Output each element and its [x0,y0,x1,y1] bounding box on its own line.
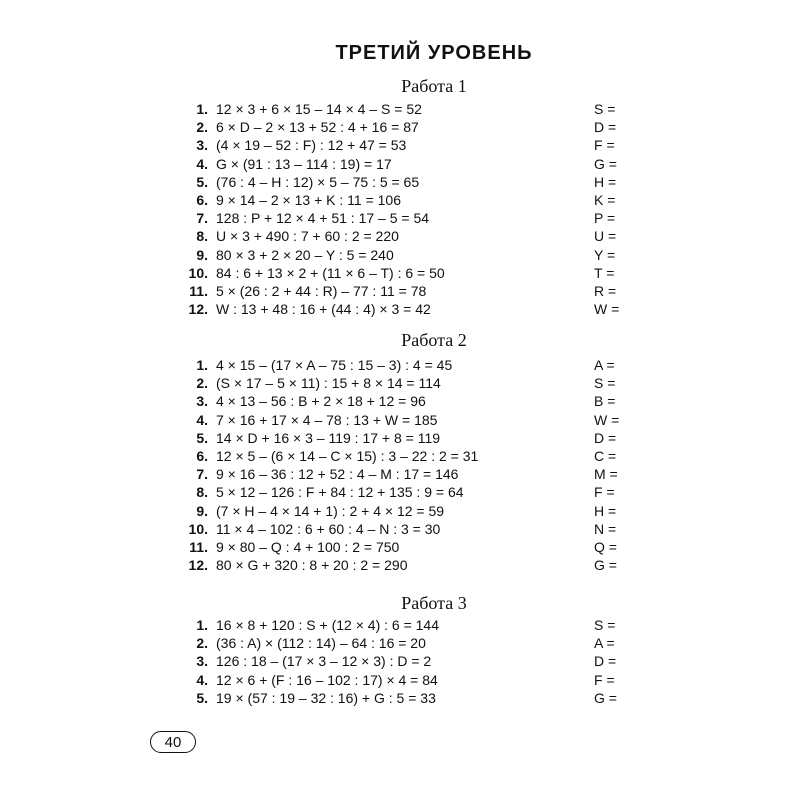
equation-number: 2. [196,635,208,652]
equation-number: 10. [188,264,208,281]
equation-row [0,155,800,173]
answer-variable: M = [594,466,618,483]
equation-row [0,634,800,652]
equation-number: 4. [196,411,208,428]
equation-number: 3. [196,137,208,154]
page-number-badge: 40 [150,731,196,753]
answer-variable: F = [594,137,615,154]
equation-row [0,502,800,520]
equation-number: 7. [196,210,208,227]
equation-text: (76 : 4 – H : 12) × 5 – 75 : 5 = 65 [216,173,420,190]
answer-variable: G = [594,155,617,172]
equation-number: 6. [196,447,208,464]
equation-text: 9 × 80 – Q : 4 + 100 : 2 = 750 [216,538,400,555]
equation-number: 3. [196,653,208,670]
equation-number: 12. [188,301,208,318]
equation-text: 126 : 18 – (17 × 3 – 12 × 3) : D = 2 [216,653,432,670]
answer-variable: Q = [594,538,617,555]
equation-text: 84 : 6 + 13 × 2 + (11 × 6 – T) : 6 = 50 [216,264,445,281]
answer-variable: S = [594,617,616,633]
page-title: ТРЕТИЙ УРОВЕНЬ [335,42,533,64]
equation-text: 9 × 14 – 2 × 13 + K : 11 = 106 [216,191,402,208]
answer-variable: P = [594,210,616,227]
answer-variable: W = [594,411,620,428]
answer-variable: F = [594,484,615,501]
equation-row [0,191,800,209]
equation-number: 2. [196,119,208,136]
equation-row [0,300,800,318]
equation-number: 9. [196,246,208,263]
equation-row [0,671,800,689]
equation-row [0,520,800,538]
equation-row [0,447,800,465]
equation-text: W : 13 + 48 : 16 + (44 : 4) × 3 = 42 [216,301,431,318]
equation-row [0,246,800,264]
answer-variable: B = [594,393,616,410]
equation-text: 6 × D – 2 × 13 + 52 : 4 + 16 = 87 [216,119,419,136]
equation-row [0,429,800,447]
answer-variable: F = [594,671,615,688]
answer-variable: C = [594,447,617,464]
answer-variable: H = [594,173,617,190]
answer-variable: R = [594,282,617,299]
answer-variable: D = [594,429,617,446]
equation-row [0,264,800,282]
equation-text: 128 : P + 12 × 4 + 51 : 17 – 5 = 54 [216,210,430,227]
equation-row [0,392,800,410]
equation-number: 5. [196,173,208,190]
equation-text: 19 × (57 : 19 – 32 : 16) + G : 5 = 33 [216,689,436,706]
equation-text: 11 × 4 – 102 : 6 + 60 : 4 – N : 3 = 30 [216,520,441,537]
answer-variable: A = [594,635,615,652]
equation-row [0,374,800,392]
equation-text: 12 × 6 + (F : 16 – 102 : 17) × 4 = 84 [216,671,438,688]
equation-number: 2. [196,375,208,392]
equation-number: 11. [189,538,208,555]
answer-variable: A = [594,357,615,373]
equation-text: 12 × 3 + 6 × 15 – 14 × 4 – S = 52 [216,101,422,117]
answer-variable: Y = [594,246,616,263]
equation-row [0,136,800,154]
equation-row [0,483,800,501]
equation-row [0,616,800,634]
equation-text: 4 × 15 – (17 × A – 75 : 15 – 3) : 4 = 45 [216,357,453,373]
equation-text: 5 × 12 – 126 : F + 84 : 12 + 135 : 9 = 64 [216,484,464,501]
equation-row [0,538,800,556]
equation-row [0,227,800,245]
section-title-2: Работа 2 [401,330,467,350]
equation-number: 9. [196,502,208,519]
equation-text: 7 × 16 + 17 × 4 – 78 : 13 + W = 185 [216,411,438,428]
equation-number: 4. [196,671,208,688]
equation-text: 5 × (26 : 2 + 44 : R) – 77 : 11 = 78 [216,282,427,299]
equation-number: 1. [196,617,208,633]
equation-row [0,118,800,136]
equation-text: 12 × 5 – (6 × 14 – C × 15) : 3 – 22 : 2 = 31 [216,447,479,464]
answer-variable: D = [594,119,617,136]
answer-variable: S = [594,101,616,117]
equation-text: 4 × 13 – 56 : B + 2 × 18 + 12 = 96 [216,393,426,410]
equation-number: 7. [196,466,208,483]
equation-number: 1. [196,357,208,373]
equation-number: 10. [188,520,208,537]
equation-number: 3. [196,393,208,410]
equation-number: 6. [196,191,208,208]
section-3-rows [0,616,800,707]
answer-variable: W = [594,301,620,318]
answer-variable: S = [594,375,616,392]
equation-row [0,173,800,191]
equation-row [0,100,800,118]
answer-variable: K = [594,191,616,208]
equation-number: 8. [196,228,208,245]
equation-number: 11. [189,282,208,299]
equation-row [0,652,800,670]
answer-variable: D = [594,653,617,670]
equation-row [0,209,800,227]
equation-text: 9 × 16 – 36 : 12 + 52 : 4 – M : 17 = 146 [216,466,459,483]
answer-variable: G = [594,557,617,574]
equation-number: 5. [196,429,208,446]
answer-variable: H = [594,502,617,519]
answer-variable: N = [594,520,617,537]
equation-text: (S × 17 – 5 × 11) : 15 + 8 × 14 = 114 [216,375,441,392]
equation-number: 5. [196,689,208,706]
equation-text: 80 × 3 + 2 × 20 – Y : 5 = 240 [216,246,394,263]
equation-number: 12. [188,557,208,574]
answer-variable: G = [594,689,617,706]
equation-text: U × 3 + 490 : 7 + 60 : 2 = 220 [216,228,399,245]
equation-text: (7 × H – 4 × 14 + 1) : 2 + 4 × 12 = 59 [216,502,445,519]
section-1-rows [0,100,800,318]
equation-number: 1. [196,101,208,117]
equation-text: 16 × 8 + 120 : S + (12 × 4) : 6 = 144 [216,617,439,633]
equation-text: 80 × G + 320 : 8 + 20 : 2 = 290 [216,557,408,574]
equation-number: 4. [196,155,208,172]
answer-variable: T = [594,264,615,281]
equation-text: (36 : A) × (112 : 14) – 64 : 16 = 20 [216,635,426,652]
answer-variable: U = [594,228,617,245]
equation-row [0,689,800,707]
equation-row [0,282,800,300]
equation-row [0,356,800,374]
equation-text: (4 × 19 – 52 : F) : 12 + 47 = 53 [216,137,407,154]
section-title-1: Работа 1 [401,76,467,96]
equation-row [0,556,800,574]
section-title-3: Работа 3 [401,593,467,613]
equation-number: 8. [196,484,208,501]
equation-row [0,411,800,429]
equation-text: 14 × D + 16 × 3 – 119 : 17 + 8 = 119 [216,429,441,446]
section-2-rows [0,356,800,574]
equation-text: G × (91 : 13 – 114 : 19) = 17 [216,155,392,172]
equation-row [0,465,800,483]
